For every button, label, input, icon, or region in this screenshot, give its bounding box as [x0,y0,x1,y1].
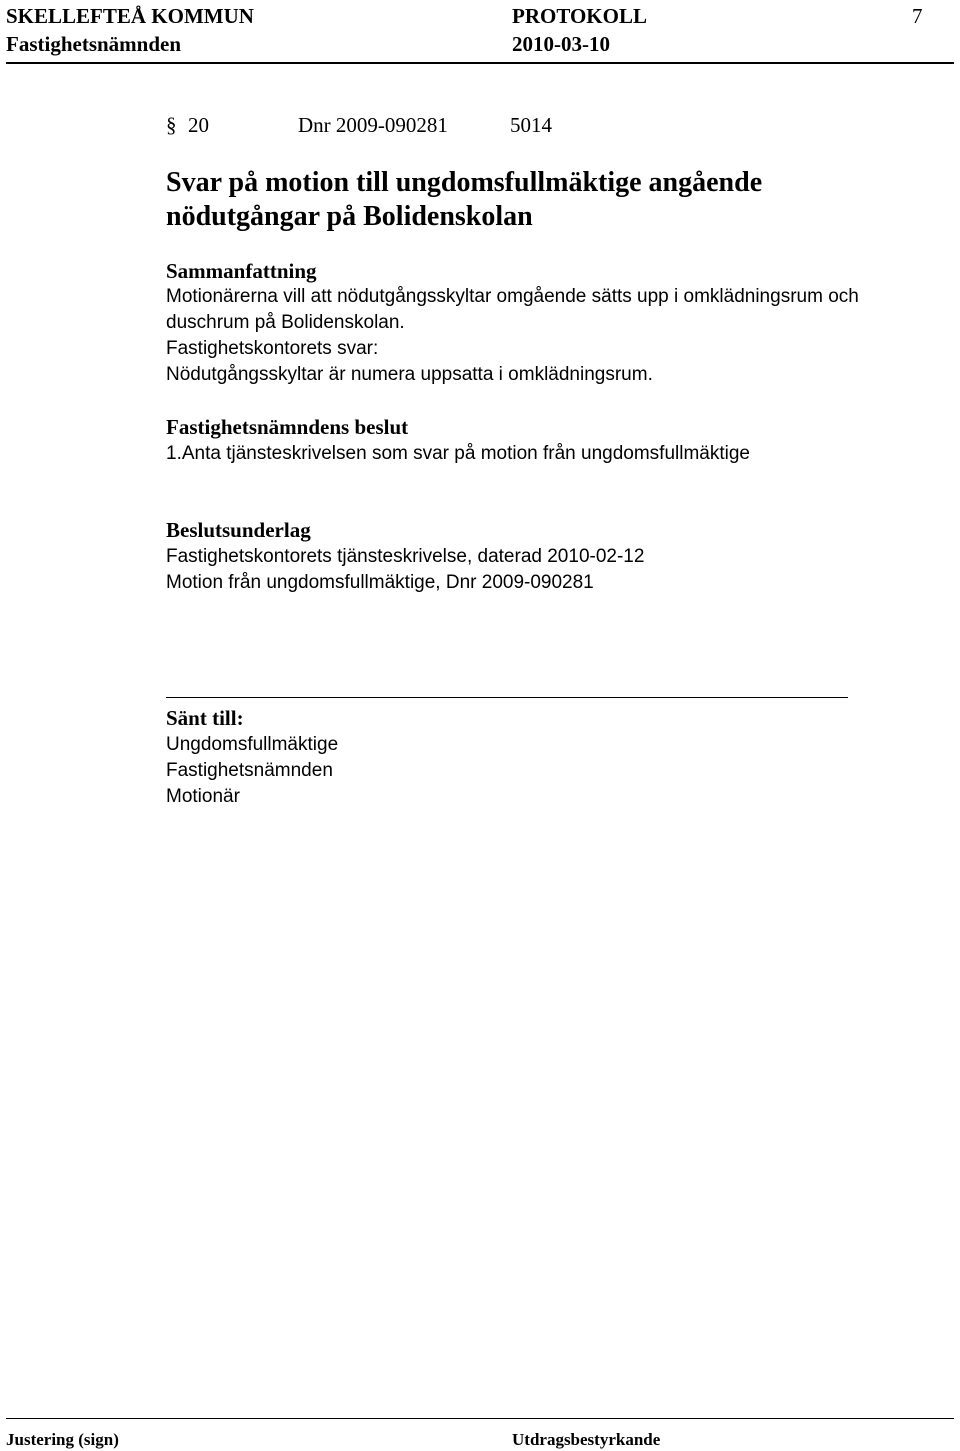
summary-line-4: Nödutgångsskyltar är numera uppsatta i omklädningsrum. [166,364,653,385]
paragraph-symbol: § [166,113,177,137]
sent-to-divider [166,697,848,698]
committee-name: Fastighetsnämnden [6,32,182,56]
title-line-2: nödutgångar på Bolidenskolan [166,201,533,232]
basis-line-1: Fastighetskontorets tjänsteskrivelse, daterad 2010-02-12 [166,546,645,567]
case-code: 5014 [510,113,552,137]
paragraph-number: 20 [188,113,209,137]
justering-label: Justering (sign) [6,1430,119,1449]
title-line-1: Svar på motion till ungdomsfullmäktige angående [166,167,763,198]
page-title [166,166,762,234]
recipient-item: Motionär [166,786,240,807]
dnr-number: Dnr 2009-090281 [298,113,448,137]
summary-line-1: Motionärerna vill att nödutgångsskyltar omgående sätts upp i omklädningsrum och [166,286,859,307]
recipient-item: Ungdomsfullmäktige [166,734,339,755]
summary-heading: Sammanfattning [166,259,317,283]
decision-heading: Fastighetsnämndens beslut [166,415,409,439]
basis-heading: Beslutsunderlag [166,518,311,542]
decision-item: 1.Anta tjänsteskrivelsen som svar på motion från ungdomsfullmäktige [166,443,750,464]
paragraph-line [166,112,552,138]
page-number: 7 [912,4,923,28]
sent-to-heading: Sänt till: [166,706,244,730]
basis-line-2: Motion från ungdomsfullmäktige, Dnr 2009-090281 [166,572,594,593]
header-divider [6,62,954,64]
summary-line-3: Fastighetskontorets svar: [166,338,379,359]
footer-divider [6,1418,954,1419]
municipality-name: SKELLEFTEÅ KOMMUN [6,4,254,28]
summary-line-2: duschrum på Bolidenskolan. [166,312,405,333]
document-type: PROTOKOLL [512,4,647,28]
meeting-date: 2010-03-10 [512,32,610,56]
recipient-item: Fastighetsnämnden [166,760,333,781]
utdragsbestyrkande-label: Utdragsbestyrkande [512,1430,661,1449]
